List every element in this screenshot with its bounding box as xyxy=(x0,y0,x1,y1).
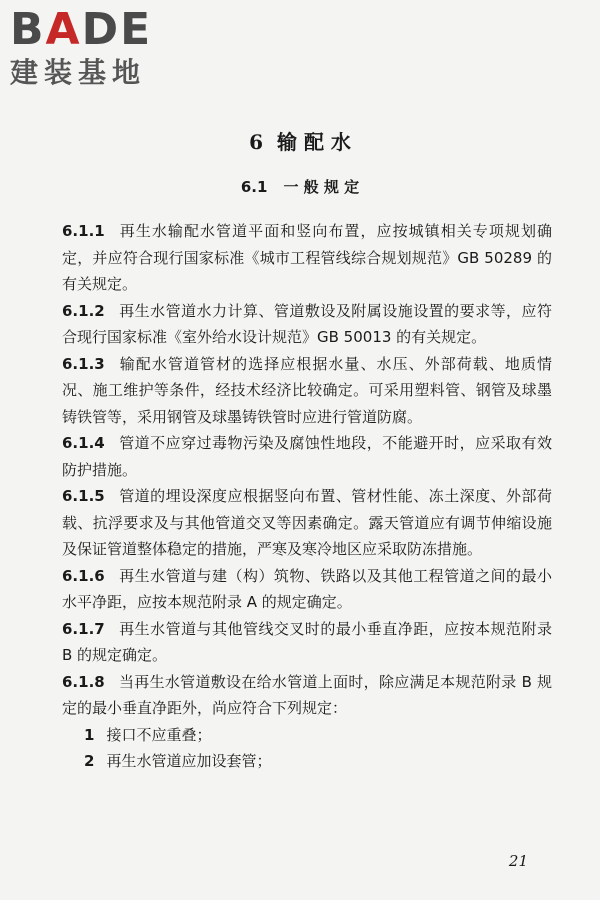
clause-text: 管道的埋设深度应根据竖向布置、管材性能、冻土深度、外部荷载、抗浮要求及与其他管道交叉等因素确定。露天管道应有调节伸缩设施及保证管道整体稳定的措施，严寒及寒冷地区应采取防冻措施。 xyxy=(62,487,552,558)
clause-6-1-5 xyxy=(62,483,552,563)
chapter-name: 输 配 水 xyxy=(276,130,351,154)
logo-letters-de: DE xyxy=(81,4,153,55)
clause-number: 6.1.4 xyxy=(62,434,105,452)
clause-number: 6.1.7 xyxy=(62,619,105,638)
logo xyxy=(10,6,152,90)
clause-6-1-2 xyxy=(62,298,552,351)
chapter-number: 6 xyxy=(249,130,263,154)
logo-letters-b: B xyxy=(10,4,46,55)
item-number: 2 xyxy=(84,752,95,770)
clause-text: 管道不应穿过毒物污染及腐蚀性地段，不能避开时，应采取有效防护措施。 xyxy=(62,434,552,479)
clause-6-1-3 xyxy=(62,351,552,431)
clause-number: 6.1.3 xyxy=(62,354,105,373)
section-number: 6.1 xyxy=(240,178,268,196)
logo-subtitle: 建装基地 xyxy=(10,56,147,89)
list-item-2 xyxy=(62,748,552,775)
clause-6-1-7 xyxy=(62,616,552,669)
item-text: 接口不应重叠； xyxy=(106,725,212,744)
clause-text: 再生水管道与其他管线交叉时的最小垂直净距，应按本规范附录 B 的规定确定。 xyxy=(62,619,552,664)
clause-number: 6.1.5 xyxy=(62,487,105,505)
clause-text: 再生水管道与建（构）筑物、铁路以及其他工程管道之间的最小水平净距，应按本规范附录 A 的规定确定。 xyxy=(62,566,552,611)
clause-number: 6.1.8 xyxy=(62,672,105,691)
document-body xyxy=(62,218,552,775)
clause-text: 再生水管道水力计算、管道敷设及附属设施设置的要求等，应符合现行国家标准《室外给水设计规范》GB 50013 的有关规定。 xyxy=(62,301,552,346)
section-name: 一 般 规 定 xyxy=(283,178,360,196)
clause-6-1-8 xyxy=(62,669,552,722)
clause-6-1-1 xyxy=(62,218,552,298)
clause-text: 当再生水管道敷设在给水管道上面时，除应满足本规范附录 B 规定的最小垂直净距外，尚应符合下列规定： xyxy=(62,672,552,717)
logo-letter-a: A xyxy=(45,4,82,55)
clause-text: 输配水管道管材的选择应根据水量、水压、外部荷载、地质情况、施工维护等条件，经技术经济比较确定。可采用塑料管、钢管及球墨铸铁管等，采用钢管及球墨铸铁管时应进行管道防腐。 xyxy=(62,354,552,426)
clause-text: 再生水输配水管道平面和竖向布置，应按城镇相关专项规划确定，并应符合现行国家标准《城市工程管线综合规划规范》GB 50289 的有关规定。 xyxy=(62,222,552,293)
clause-6-1-6 xyxy=(62,563,552,616)
item-text: 再生水管道应加设套管； xyxy=(106,752,272,770)
section-title xyxy=(0,176,600,197)
logo-wordmark xyxy=(10,6,152,54)
page-number: 21 xyxy=(508,852,528,870)
chapter-title xyxy=(0,126,600,155)
clause-number: 6.1.1 xyxy=(62,222,105,240)
clause-number: 6.1.6 xyxy=(62,566,105,585)
item-number: 1 xyxy=(84,725,95,744)
clause-number: 6.1.2 xyxy=(62,301,105,320)
clause-6-1-4 xyxy=(62,430,552,483)
list-item-1 xyxy=(62,722,552,749)
